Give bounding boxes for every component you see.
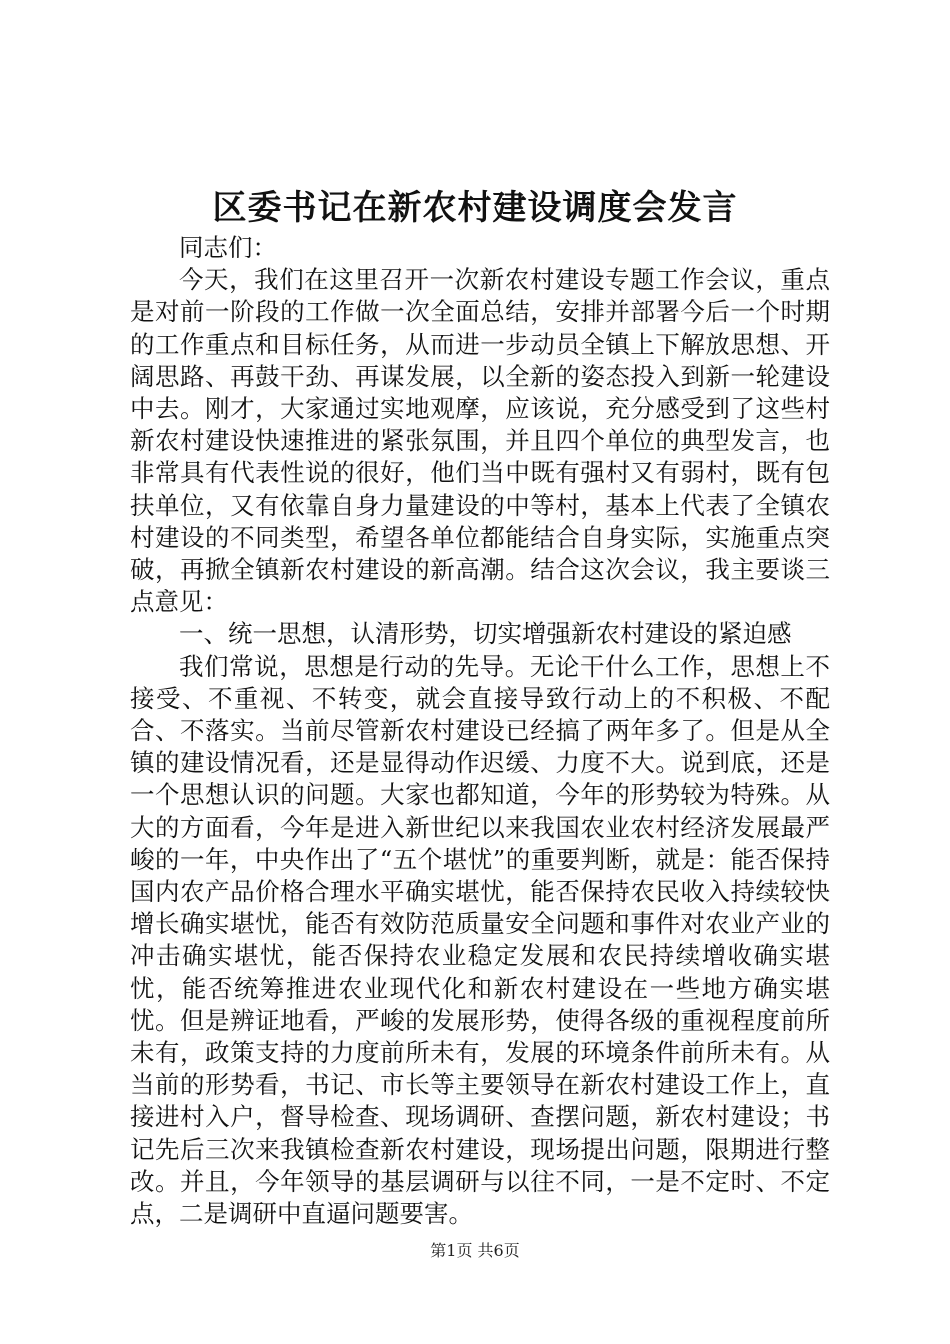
body-paragraph: 我们常说，思想是行动的先导。无论干什么工作，思想上不接受、不重视、不转变，就会直接导致行动上的不积极、不配合、不落实。当前尽管新农村建设已经搞了两年多了。但是从全镇的建设情况看，还是显得动作迟缓、力度不大。说到底，还是一个思想认识的问题。大家也都知道，今年的形势较为特殊。从大的方面看，今年是进入新世纪以来我国农业农村经济发展最严峻的一年，中央作出了“五个堪忧”的重要判断，就是：能否保持国内农产品价格合理水平确实堪忧，能否保持农民收入持续较快增长确实堪忧，能否有效防范质量安全问题和事件对农业产业的冲击确实堪忧，能否保持农业稳定发展和农民持续增收确实堪忧，能否统筹推进农业现代化和新农村建设在一些地方确实堪忧。但是辨证地看，严峻的发展形势，使得各级的重视程度前所未有，政策支持的力度前所未有，发展的环境条件前所未有。从当前的形势看，书记、市长等主要领导在新农村建设工作上，直接进村入户，督导检查、现场调研、查摆问题，新农村建设；书记先后三次来我镇检查新农村建设，现场提出问题，限期进行整改。并且，今年领导的基层调研与以往不同，一是不定时、不定点，二是调研中直逼问题要害。 (130, 651, 830, 1229)
document-body (130, 232, 830, 1230)
page-footer: 第1页 共6页 (430, 1241, 520, 1260)
intro-paragraph: 今天，我们在这里召开一次新农村建设专题工作会议，重点是对前一阶段的工作做一次全面总结，安排并部署今后一个时期的工作重点和目标任务，从而进一步动员全镇上下解放思想、开阔思路、再鼓干劲、再谋发展，以全新的姿态投入到新一轮建设中去。刚才，大家通过实地观摩，应该说，充分感受到了这些村新农村建设快速推进的紧张氛围，并且四个单位的典型发言，也非常具有代表性说的很好，他们当中既有强村又有弱村，既有包扶单位，又有依靠自身力量建设的中等村，基本上代表了全镇农村建设的不同类型，希望各单位都能结合自身实际，实施重点突破，再掀全镇新农村建设的新高潮。结合这次会议，我主要谈三点意见： (130, 265, 830, 617)
section-heading: 一、统一思想，认清形势，切实增强新农村建设的紧迫感 (179, 619, 792, 649)
salutation-paragraph: 同志们： (179, 233, 277, 262)
document-title: 区委书记在新农村建设调度会发言 (212, 188, 738, 228)
